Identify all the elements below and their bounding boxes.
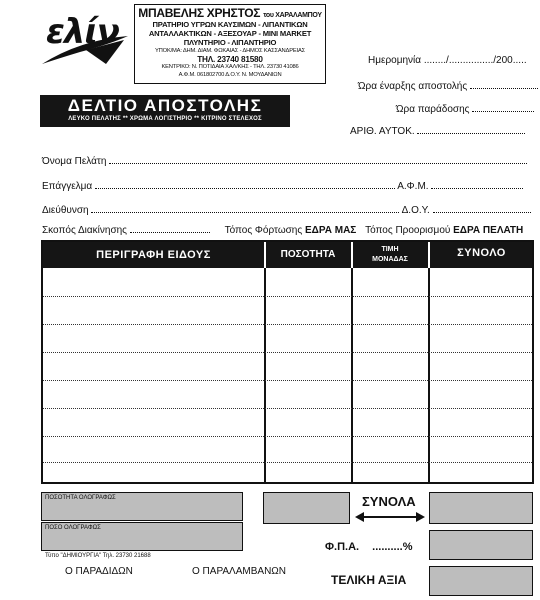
date-pattern: ......../................/200..... — [423, 55, 527, 66]
column-divider — [351, 242, 353, 482]
table-row[interactable] — [43, 352, 532, 353]
date-field[interactable]: Ημερομηνία ......../................/200..... — [368, 55, 527, 66]
grand-total-box[interactable] — [429, 492, 533, 524]
doy-label: Δ.Ο.Υ. — [401, 205, 430, 216]
table-row[interactable] — [43, 324, 532, 325]
purpose-input[interactable] — [130, 224, 210, 233]
customer-name-field[interactable]: Όνομα Πελάτη — [42, 155, 527, 167]
table-row[interactable] — [43, 462, 532, 463]
destination-value: ΕΔΡΑ ΠΕΛΑΤΗ — [453, 225, 524, 236]
table-row[interactable] — [43, 380, 532, 381]
purpose-label: Σκοπός Διακίνησης — [42, 225, 128, 236]
column-divider — [264, 242, 266, 482]
table-row[interactable] — [43, 408, 532, 409]
column-header-unit-price: ΤΙΜΗ ΜΟΝΑΔΑΣ — [372, 246, 408, 263]
vat-percentage: ..........% — [372, 541, 413, 553]
address-field[interactable]: Διεύθυνση Δ.Ο.Υ. — [42, 204, 531, 216]
vat-amount-box[interactable] — [429, 530, 533, 560]
table-header — [43, 242, 532, 268]
vat-label: Φ.Π.Α. — [325, 541, 360, 553]
total-quantity-box[interactable] — [263, 492, 350, 524]
double-arrow-icon — [354, 510, 426, 524]
company-line: ΑΝΤΑΛΛΑΚΤΙΚΩΝ - ΑΞΕΣΟΥΑΡ - MINI MARKET — [148, 29, 312, 39]
vehicle-number-field[interactable]: ΑΡΙΘ. ΑΥΤΟΚ. — [350, 125, 525, 137]
items-table — [41, 240, 534, 484]
delivery-time-field[interactable]: Ώρα παράδοσης — [396, 103, 534, 115]
loading-place-label: Τόπος Φόρτωσης — [224, 225, 303, 236]
document-title-banner — [40, 95, 290, 127]
printer-info: Τύπο "ΔΗΜΙΟΥΡΓΙΑ" Τηλ. 23730 21688 — [45, 553, 151, 559]
logo-text: ελίν — [46, 12, 119, 52]
table-row[interactable] — [43, 296, 532, 297]
logo — [40, 12, 130, 72]
company-branch: ΥΠΟΚ/ΜΑ: ΔΗΜ. ΔΙΑΜ. ΦΩΚΑΙΑΣ - ΔΗΜΟΣ ΚΑΣΣΑΝΔΡΕΙΑΣ — [154, 47, 305, 54]
quantity-in-words-box[interactable]: ΠΟΣΟΤΗΤΑ ΟΛΟΓΡΑΦΩΣ — [41, 492, 243, 521]
company-name: ΜΠΑΒΕΛΗΣ ΧΡΗΣΤΟΣ του ΧΑΡΑΛΑΜΠΟΥ — [138, 6, 322, 20]
destination-label: Τόπος Προορισμού — [365, 225, 451, 236]
profession-field[interactable]: Επάγγελμα Α.Φ.Μ. — [42, 180, 523, 192]
company-hq: ΚΕΝΤΡΙΚΟ: Ν. ΠΟΤΙΔΑΙΑ ΧΑΛ/ΚΗΣ - ΤΗΛ. 23730 41086 — [161, 64, 299, 71]
vat-row — [325, 541, 413, 553]
afm-label: Α.Φ.Μ. — [397, 181, 429, 192]
company-line: ΠΛΥΝΤΗΡΙΟ - ΛΙΠΑΝΤΗΡΙΟ — [183, 38, 277, 48]
table-row[interactable] — [43, 436, 532, 437]
totals-label: ΣΥΝΟΛΑ — [362, 494, 416, 509]
company-phone: ΤΗΛ. 23740 81580 — [197, 55, 263, 65]
start-time-field[interactable]: Ώρα έναρξης αποστολής — [358, 80, 538, 92]
column-header-total: ΣΥΝΟΛΟ — [457, 247, 506, 259]
company-tax-info: Α.Φ.Μ. 061802700 Δ.Ο.Υ. Ν. ΜΟΥΔΑΝΙΩΝ — [178, 72, 282, 78]
loading-place-value: ΕΔΡΑ ΜΑΣ — [304, 225, 357, 236]
deliverer-signature-label: Ο ΠΑΡΑΔΙΔΩΝ — [65, 566, 133, 577]
document-title: ΔΕΛΤΙΟ ΑΠΟΣΤΟΛΗΣ — [67, 96, 263, 115]
transport-purpose-row — [42, 224, 523, 236]
final-value-box[interactable] — [429, 566, 533, 596]
column-header-description: ΠΕΡΙΓΡΑΦΗ ΕΙΔΟΥΣ — [96, 249, 211, 261]
amount-in-words-box[interactable]: ΠΟΣΟ ΟΛΟΓΡΑΦΩΣ — [41, 522, 243, 551]
receiver-signature-label: Ο ΠΑΡΑΛΑΜΒΑΝΩΝ — [192, 566, 286, 577]
column-header-quantity: ΠΟΣΟΤΗΤΑ — [280, 249, 336, 260]
copy-distribution-note: ΛΕΥΚΟ ΠΕΛΑΤΗΣ ** ΧΡΩΜΑ ΛΟΓΙΣΤΗΡΙΟ ** ΚΙΤΡΙΝΟ ΣΤΕΛΕΧΟΣ — [68, 116, 262, 122]
column-divider — [428, 242, 430, 482]
final-value-label: ΤΕΛΙΚΗ ΑΞΙΑ — [331, 573, 407, 587]
company-line: ΠΡΑΤΗΡΙΟ ΥΓΡΩΝ ΚΑΥΣΙΜΩΝ - ΛΙΠΑΝΤΙΚΩΝ — [152, 20, 308, 29]
company-info-box — [134, 4, 326, 84]
